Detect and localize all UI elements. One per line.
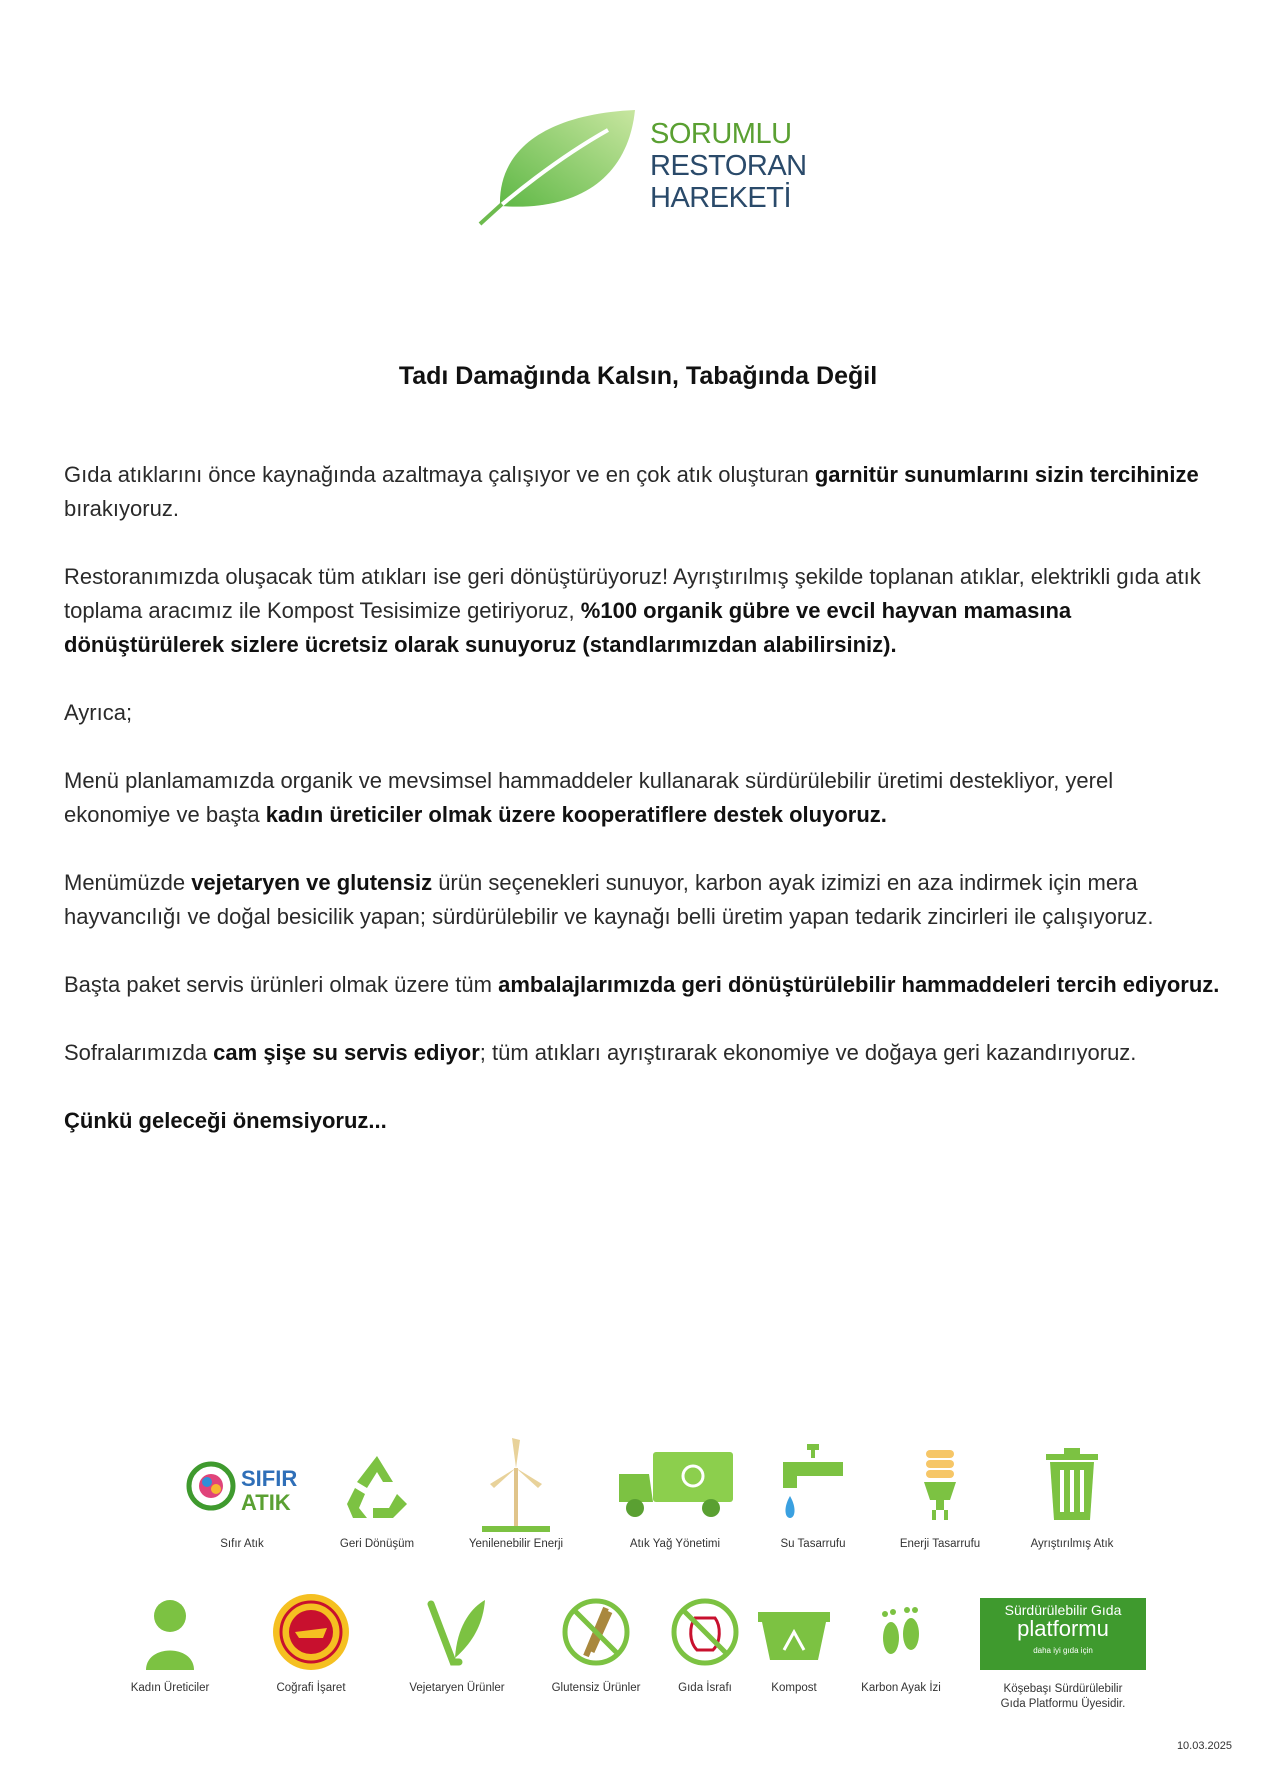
bold-text: kadın üreticiler olmak üzere kooperatiflere destek oluyoruz.: [265, 802, 887, 827]
bold-text: cam şişe su servis ediyor: [213, 1040, 480, 1065]
paragraph-4: [64, 764, 1224, 832]
compost-bin-icon: [756, 1610, 832, 1662]
zero-waste-badge-bottom: ATIK: [241, 1490, 291, 1515]
icon-label: Yenilenebilir Enerji: [468, 1538, 564, 1550]
paragraph-8: [64, 1104, 1224, 1138]
paragraph-1: [64, 458, 1224, 526]
bold-text: garnitür sunumlarını sizin tercihinize: [814, 462, 1199, 487]
platform-logo-line-3: daha iyi gıda için: [1033, 1646, 1093, 1655]
text: Sofralarımızda: [64, 1040, 214, 1065]
recycling-item: [312, 1448, 442, 1548]
platform-logo: [980, 1598, 1146, 1670]
paragraph-5: [64, 866, 1224, 934]
no-food-waste-icon: [669, 1596, 741, 1668]
sorted-waste-item: [1002, 1448, 1142, 1550]
body-text: [64, 458, 1224, 1172]
zero-waste-badge-top: SIFIR: [241, 1466, 298, 1491]
geographical-indication-item: [256, 1592, 366, 1694]
leaf-icon: [478, 108, 638, 226]
women-producers-item: [120, 1594, 220, 1694]
text: Menümüzde: [64, 870, 192, 895]
icon-label: Kadın Üreticiler: [130, 1682, 210, 1694]
energy-saving-item: [880, 1446, 1000, 1550]
seal-icon: [271, 1592, 351, 1672]
icon-label: Geri Dönüşüm: [339, 1538, 415, 1550]
icon-label: Ayrıştırılmış Atık: [1030, 1538, 1114, 1550]
zero-waste-icon: [177, 1450, 307, 1522]
paragraph-7: [64, 1036, 1224, 1070]
paragraph-6: [64, 968, 1224, 1002]
platform-logo-line-2: platformu: [1017, 1616, 1109, 1641]
platform-label-line-1: Köşebaşı Sürdürülebilir: [1003, 1683, 1123, 1695]
logo-wordmark: [650, 118, 807, 214]
icon-label: Kompost: [771, 1682, 817, 1694]
footprint-icon: [871, 1604, 931, 1664]
trash-bin-icon: [1042, 1448, 1102, 1524]
icon-label: Sıfır Atık: [220, 1538, 264, 1550]
bold-text: Çünkü geleceği önemsiyoruz...: [64, 1108, 387, 1133]
icon-label: Gıda İsrafı: [678, 1682, 732, 1694]
icon-label: Atık Yağ Yönetimi: [629, 1538, 721, 1550]
food-waste-item: [660, 1596, 750, 1694]
recycle-icon: [337, 1448, 417, 1528]
wind-turbine-icon: [476, 1438, 556, 1534]
icon-label: Glutensiz Ürünler: [551, 1682, 641, 1694]
zero-waste-item: [172, 1450, 312, 1550]
icon-label: Karbon Ayak İzi: [861, 1682, 941, 1694]
logo-line-1: SORUMLU: [650, 118, 792, 150]
gluten-free-item: [536, 1596, 656, 1694]
text: Gıda atıklarını önce kaynağında azaltmaya çalışıyor ve en çok atık oluşturan: [64, 462, 815, 487]
icon-label: Enerji Tasarrufu: [899, 1538, 981, 1550]
icon-label: [1001, 1682, 1126, 1712]
brand-logo: [478, 108, 818, 226]
document-date: 10.03.2025: [1176, 1740, 1232, 1752]
bulb-icon: [910, 1446, 970, 1526]
platform-logo-line-1: Sürdürülebilir Gıda: [1004, 1602, 1122, 1618]
vegetarian-v-icon: [427, 1596, 487, 1666]
text: ; tüm atıkları ayrıştırarak ekonomiye ve doğaya geri kazandırıyoruz.: [479, 1040, 1137, 1065]
platform-label-line-2: Gıda Platformu Üyesidir.: [1000, 1698, 1126, 1710]
text: Başta paket servis ürünleri olmak üzere tüm: [64, 972, 499, 997]
bold-text: %100 organik gübre ve evcil hayvan mamasına dönüştürülerek sizlere ücretsiz olarak sunuyoruz (standlarımızdan alabilirsiniz).: [64, 598, 1072, 657]
waste-oil-item: [600, 1450, 750, 1550]
logo-line-2: RESTORAN: [650, 150, 807, 182]
faucet-icon: [773, 1442, 853, 1526]
bold-text: vejetaryen ve glutensiz: [191, 870, 433, 895]
vegetarian-item: [392, 1596, 522, 1694]
paragraph-3: Ayrıca;: [64, 700, 133, 725]
food-platform-item: [980, 1598, 1146, 1708]
woman-icon: [140, 1594, 200, 1670]
text: bırakıyoruz.: [64, 496, 179, 521]
text: Restoranımızda oluşacak tüm atıkları ise geri dönüştürüyoruz! Ayrıştırılmış şekilde toplanan atıklar, elektrikli gıda atık toplama aracımız ile Kompost Tesisimize getiriyoruz,: [64, 564, 1201, 623]
bold-text: ambalajlarımızda geri dönüştürülebilir hammaddeleri tercih ediyoruz.: [498, 972, 1220, 997]
compost-item: [754, 1610, 834, 1694]
icon-label: Vejetaryen Ürünler: [409, 1682, 505, 1694]
renewable-energy-item: [446, 1438, 586, 1548]
text: ürün seçenekleri sunuyor, karbon ayak izimizi en aza indirmek için mera hayvancılığı ve doğal besicilik yapan; sürdürülebilir ve kaynağı belli üretim yapan tedarik zincirleri ile çalışıyoruz.: [64, 870, 1154, 929]
water-saving-item: [758, 1442, 868, 1550]
paragraph-2: [64, 560, 1224, 662]
page-title: Tadı Damağında Kalsın, Tabağında Değil: [398, 362, 878, 390]
no-gluten-icon: [560, 1596, 632, 1668]
text: Menü planlamamızda organik ve mevsimsel hammaddeler kullanarak sürdürülebilir üretimi destekliyor, yerel ekonomiye ve başta: [64, 768, 1114, 827]
icon-label: Coğrafi İşaret: [276, 1682, 346, 1694]
logo-line-3: HAREKETİ: [650, 182, 792, 214]
carbon-footprint-item: [846, 1604, 956, 1694]
icon-label: Su Tasarrufu: [780, 1538, 846, 1550]
truck-icon: [615, 1450, 735, 1520]
